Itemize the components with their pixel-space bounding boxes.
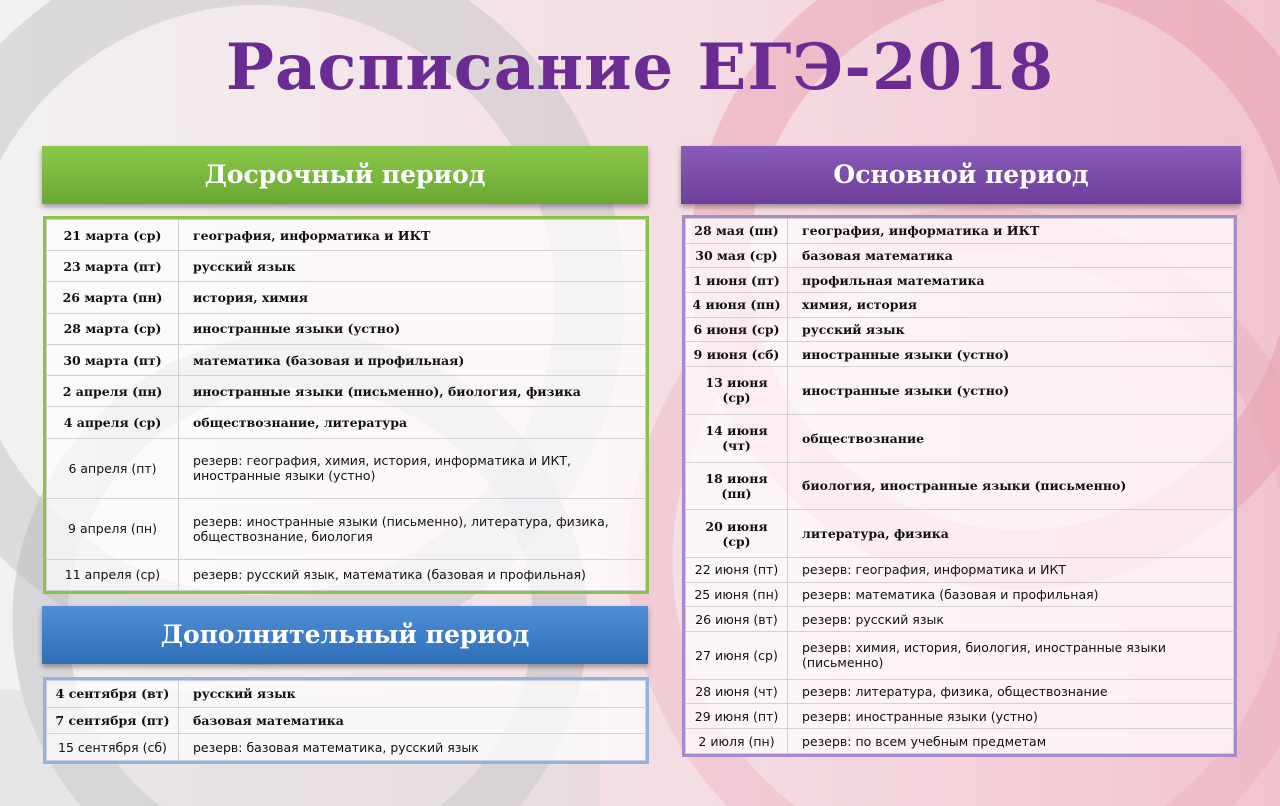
exam-date: 28 июня (чт) — [686, 679, 788, 704]
exam-date: 26 июня (вт) — [686, 607, 788, 632]
schedule-row — [686, 558, 1234, 583]
exam-date: 28 марта (ср) — [47, 313, 179, 344]
exam-date: 15 сентября (сб) — [47, 734, 179, 761]
exam-subject: профильная математика — [788, 268, 1234, 293]
exam-subject: обществознание, литература — [179, 407, 646, 438]
exam-date: 11 апреля (ср) — [47, 559, 179, 590]
exam-date: 9 апреля (пн) — [47, 499, 179, 560]
schedule-row — [47, 344, 646, 375]
exam-date: 29 июня (пт) — [686, 704, 788, 729]
schedule-row — [47, 734, 646, 761]
schedule-row — [47, 499, 646, 560]
exam-subject: резерв: русский язык — [788, 607, 1234, 632]
schedule-row — [686, 366, 1234, 414]
schedule-row — [686, 679, 1234, 704]
schedule-row — [47, 251, 646, 282]
exam-subject: резерв: география, информатика и ИКТ — [788, 558, 1234, 583]
schedule-row — [47, 282, 646, 313]
exam-subject: география, информатика и ИКТ — [788, 219, 1234, 244]
early-period-heading: Досрочный период — [42, 146, 648, 204]
exam-subject: русский язык — [179, 681, 646, 708]
schedule-row — [47, 438, 646, 499]
exam-subject: резерв: русский язык, математика (базовая и профильная) — [179, 559, 646, 590]
exam-subject: резерв: иностранные языки (устно) — [788, 704, 1234, 729]
schedule-row — [686, 632, 1234, 680]
exam-date: 23 марта (пт) — [47, 251, 179, 282]
schedule-row — [686, 582, 1234, 607]
exam-subject: география, информатика и ИКТ — [179, 220, 646, 251]
extra-period-heading: Дополнительный период — [42, 606, 648, 664]
exam-subject: русский язык — [179, 251, 646, 282]
exam-date: 28 мая (пн) — [686, 219, 788, 244]
exam-date: 18 июня (пн) — [686, 462, 788, 510]
exam-date: 30 мая (ср) — [686, 243, 788, 268]
schedule-row — [47, 681, 646, 708]
schedule-row — [686, 510, 1234, 558]
schedule-row — [47, 707, 646, 734]
schedule-row — [686, 268, 1234, 293]
schedule-row — [686, 729, 1234, 754]
exam-subject: иностранные языки (устно) — [179, 313, 646, 344]
page-title: Расписание ЕГЭ-2018 — [225, 30, 1055, 105]
exam-date: 2 июля (пн) — [686, 729, 788, 754]
exam-subject: иностранные языки (письменно), биология, физика — [179, 376, 646, 407]
exam-subject: резерв: литература, физика, обществознание — [788, 679, 1234, 704]
exam-date: 30 марта (пт) — [47, 344, 179, 375]
extra-period-table — [43, 677, 649, 764]
schedule-row — [686, 342, 1234, 367]
exam-date: 22 июня (пт) — [686, 558, 788, 583]
exam-subject: базовая математика — [788, 243, 1234, 268]
exam-date: 20 июня (ср) — [686, 510, 788, 558]
schedule-row — [47, 220, 646, 251]
schedule-row — [686, 317, 1234, 342]
exam-date: 2 апреля (пн) — [47, 376, 179, 407]
exam-subject: история, химия — [179, 282, 646, 313]
exam-date: 6 июня (ср) — [686, 317, 788, 342]
schedule-row — [686, 462, 1234, 510]
exam-subject: резерв: иностранные языки (письменно), литература, физика, обществознание, биология — [179, 499, 646, 560]
exam-date: 4 апреля (ср) — [47, 407, 179, 438]
exam-subject: резерв: география, химия, история, информатика и ИКТ, иностранные языки (устно) — [179, 438, 646, 499]
schedule-row — [686, 704, 1234, 729]
exam-date: 14 июня (чт) — [686, 414, 788, 462]
exam-subject: резерв: базовая математика, русский язык — [179, 734, 646, 761]
exam-subject: базовая математика — [179, 707, 646, 734]
exam-subject: химия, история — [788, 292, 1234, 317]
exam-date: 7 сентября (пт) — [47, 707, 179, 734]
exam-subject: иностранные языки (устно) — [788, 342, 1234, 367]
exam-subject: биология, иностранные языки (письменно) — [788, 462, 1234, 510]
schedule-row — [47, 407, 646, 438]
schedule-row — [47, 559, 646, 590]
schedule-row — [686, 414, 1234, 462]
exam-subject: обществознание — [788, 414, 1234, 462]
schedule-row — [686, 292, 1234, 317]
schedule-row — [47, 313, 646, 344]
exam-subject: русский язык — [788, 317, 1234, 342]
exam-date: 25 июня (пн) — [686, 582, 788, 607]
exam-date: 9 июня (сб) — [686, 342, 788, 367]
exam-subject: математика (базовая и профильная) — [179, 344, 646, 375]
exam-date: 6 апреля (пт) — [47, 438, 179, 499]
exam-date: 26 марта (пн) — [47, 282, 179, 313]
exam-subject: иностранные языки (устно) — [788, 366, 1234, 414]
schedule-row — [686, 607, 1234, 632]
exam-subject: резерв: химия, история, биология, иностранные языки (письменно) — [788, 632, 1234, 680]
exam-date: 4 сентября (вт) — [47, 681, 179, 708]
exam-date: 21 марта (ср) — [47, 220, 179, 251]
early-period-table — [43, 216, 649, 594]
exam-date: 27 июня (ср) — [686, 632, 788, 680]
exam-date: 4 июня (пн) — [686, 292, 788, 317]
main-period-heading: Основной период — [681, 146, 1241, 204]
main-period-table — [682, 215, 1237, 757]
exam-subject: резерв: математика (базовая и профильная) — [788, 582, 1234, 607]
schedule-row — [47, 376, 646, 407]
schedule-row — [686, 219, 1234, 244]
exam-date: 1 июня (пт) — [686, 268, 788, 293]
exam-subject: резерв: по всем учебным предметам — [788, 729, 1234, 754]
exam-date: 13 июня (ср) — [686, 366, 788, 414]
schedule-row — [686, 243, 1234, 268]
exam-subject: литература, физика — [788, 510, 1234, 558]
